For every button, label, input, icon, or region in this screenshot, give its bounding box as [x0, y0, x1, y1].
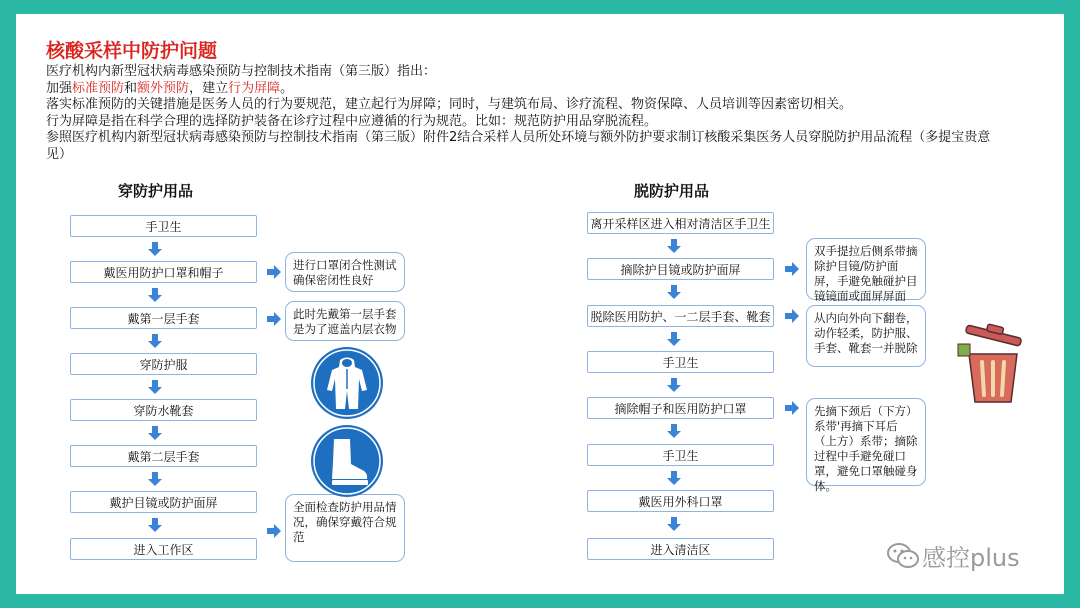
down-arrow	[150, 334, 160, 348]
doff-step: 手卫生	[587, 351, 774, 373]
intro-line-1: 医疗机构内新型冠状病毒感染预防与控制技术指南（第三版）指出：	[46, 64, 437, 79]
down-arrow	[150, 472, 160, 486]
don-step: 戴医用防护口罩和帽子	[70, 261, 257, 283]
intro-line-4: 行为屏障是指在科学合理的选择防护装备在诊疗过程中应遵循的行为规范。比如：规范防护用品穿脱流程。	[46, 113, 658, 129]
right-arrow	[267, 313, 281, 325]
trash-bin-icon	[955, 318, 1030, 408]
doff-step: 离开采样区进入相对清洁区手卫生	[587, 212, 774, 234]
page-title: 核酸采样中防护问题	[46, 40, 218, 62]
boot-icon	[310, 424, 384, 498]
doff-step: 进入清洁区	[587, 538, 774, 560]
right-arrow	[785, 402, 799, 414]
doff-step: 戴医用外科口罩	[587, 490, 774, 512]
don-step: 穿防护服	[70, 353, 257, 375]
down-arrow	[669, 471, 679, 485]
doff-note: 双手提拉后侧系带摘除护目镜/防护面屏，手避免触碰护目镜镜面或面屏屏面	[806, 238, 926, 300]
doff-note: 先摘下颈后（下方）系带'再摘下耳后（上方）系带；摘除过程中手避免碰口罩，避免口罩触碰身体。	[806, 398, 926, 486]
don-step: 手卫生	[70, 215, 257, 237]
don-step: 戴第一层手套	[70, 307, 257, 329]
down-arrow	[150, 380, 160, 394]
right-arrow	[267, 525, 281, 537]
don-section-title: 穿防护用品	[118, 182, 194, 200]
down-arrow	[150, 426, 160, 440]
down-arrow	[669, 517, 679, 531]
intro-text	[46, 64, 996, 163]
right-arrow	[785, 310, 799, 322]
down-arrow	[150, 288, 160, 302]
don-step: 戴护目镜或防护面屏	[70, 491, 257, 513]
protective-suit-icon	[310, 346, 384, 420]
down-arrow	[669, 378, 679, 392]
doff-step: 脱除医用防护、一二层手套、靴套	[587, 305, 774, 327]
intro-line-5: 参照医疗机构内新型冠状病毒感染预防与控制技术指南（第三版）附件2结合采样人员所处环境与额外防护要求制订核酸采集医务人员穿脱防护用品流程（多提宝贵意见）	[46, 130, 991, 162]
doff-step: 手卫生	[587, 444, 774, 466]
don-note: 进行口罩闭合性测试确保密闭性良好	[285, 252, 405, 292]
down-arrow	[669, 239, 679, 253]
intro-line-3: 落实标准预防的关键措施是医务人员的行为要规范，建立起行为屏障；同时，与建筑布局、诊疗流程、物资保障、人员培训等因素密切相关。	[46, 97, 853, 112]
wechat-icon	[886, 542, 920, 570]
brand-watermark: 感控plus	[922, 544, 1020, 572]
doff-step: 摘除护目镜或防护面屏	[587, 258, 774, 280]
don-step: 进入工作区	[70, 538, 257, 560]
intro-line-2: 加强标准预防和额外预防，建立行为屏障。	[46, 80, 294, 96]
don-note: 此时先戴第一层手套是为了遮盖内层衣物	[285, 301, 405, 341]
down-arrow	[150, 518, 160, 532]
doff-step: 摘除帽子和医用防护口罩	[587, 397, 774, 419]
don-step: 戴第二层手套	[70, 445, 257, 467]
don-note: 全面检查防护用品情况，确保穿戴符合规范	[285, 494, 405, 562]
down-arrow	[150, 242, 160, 256]
down-arrow	[669, 424, 679, 438]
down-arrow	[669, 332, 679, 346]
don-step: 穿防水靴套	[70, 399, 257, 421]
right-arrow	[785, 263, 799, 275]
down-arrow	[669, 285, 679, 299]
doff-note: 从内向外向下翻卷，动作轻柔，防护服、手套、靴套一并脱除	[806, 305, 926, 367]
right-arrow	[267, 266, 281, 278]
doff-section-title: 脱防护用品	[634, 182, 710, 200]
